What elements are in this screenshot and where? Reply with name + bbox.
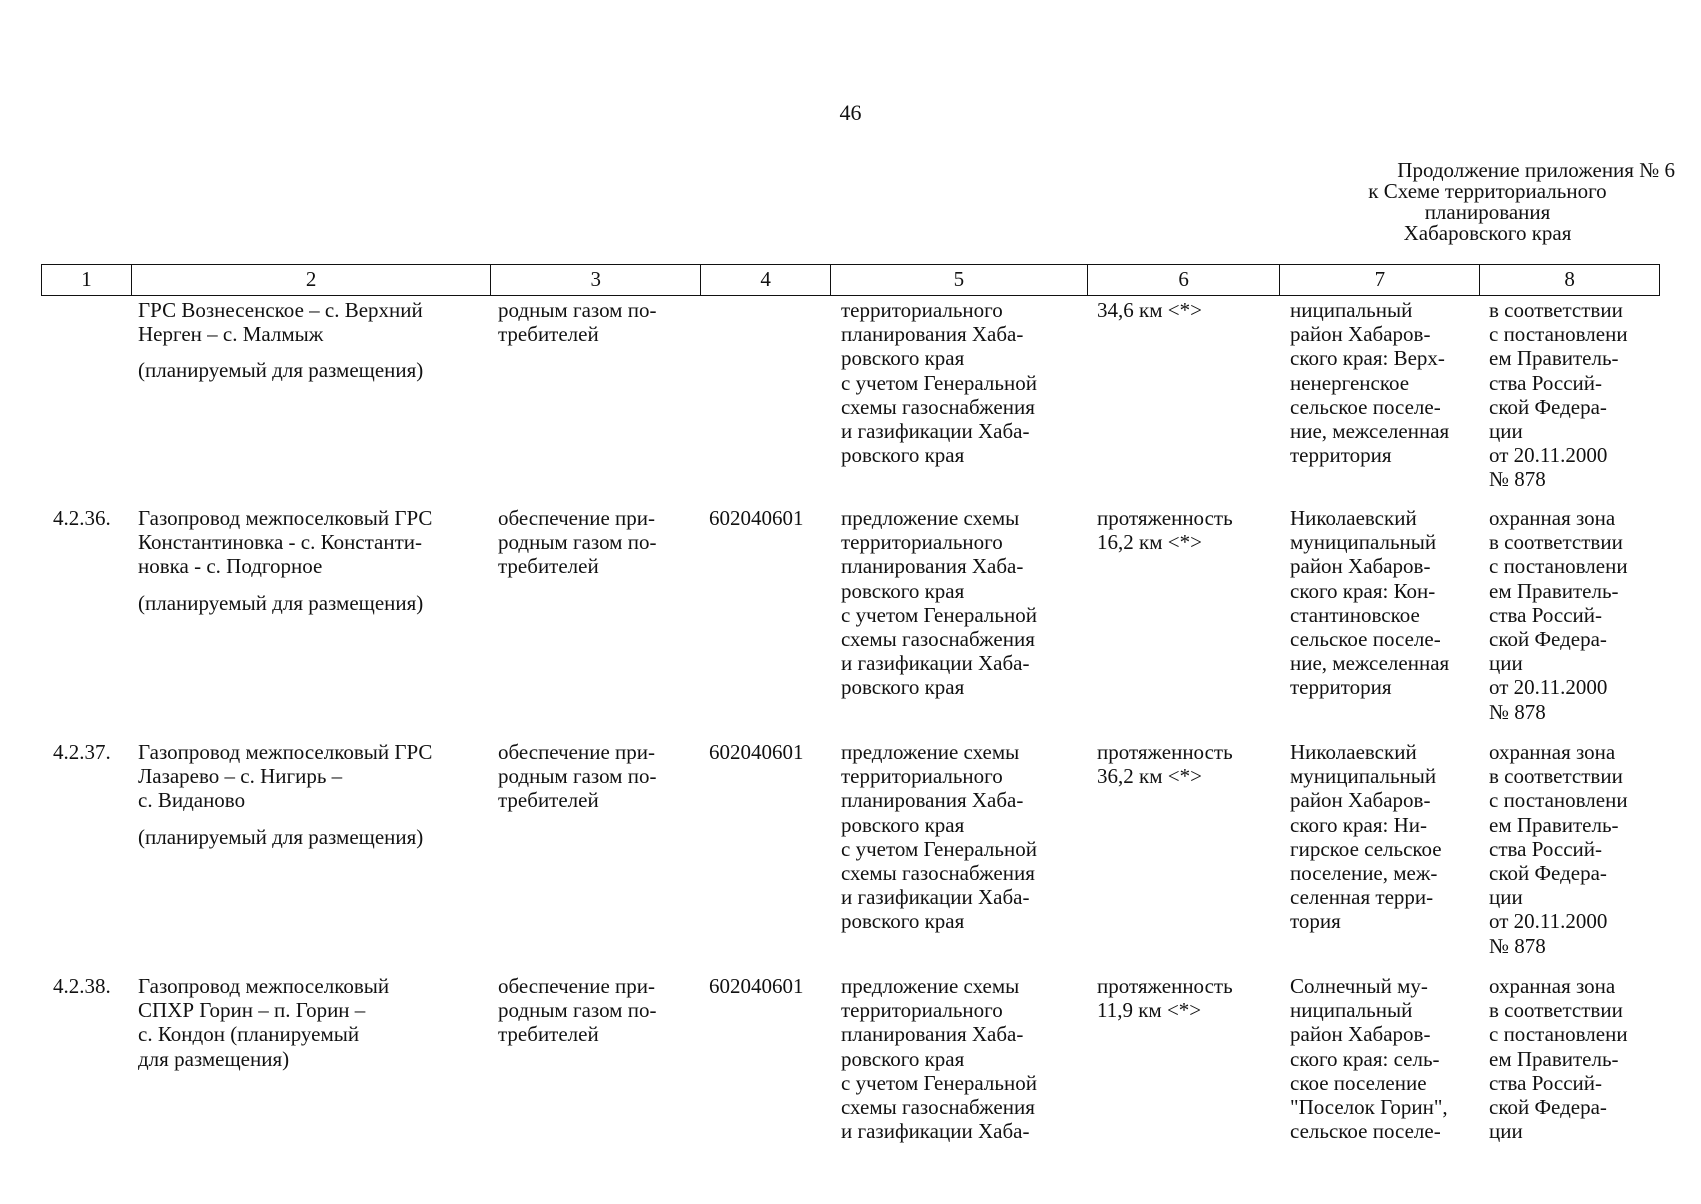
object-name-line: для размещения) [138,1046,290,1071]
header-cell-5: 5 [831,265,1088,295]
spacer [138,813,432,825]
row-number-line: 4.2.38. [53,974,111,998]
location-line: район Хабаров- [1290,788,1431,813]
location-line: стантиновское [1290,602,1420,627]
length-cell [1097,974,1233,1022]
location-line: район Хабаров- [1290,1022,1431,1047]
page-number: 46 [839,100,862,125]
protection-zone-line: в соответствии [1489,530,1623,555]
protection-zone-line: с постановлени [1489,788,1628,813]
location-line: Николаевский [1290,506,1417,530]
object-name-line: Константиновка - с. Константи- [138,530,423,555]
basis-line: ровского края [841,812,965,837]
location-line: ского края: Ни- [1290,812,1427,837]
basis-line: планирования Хаба- [841,322,1024,347]
object-name-cell [138,974,389,1071]
purpose-cell [498,298,656,346]
protection-zone-line: с постановлени [1489,554,1628,579]
location-line: ского края: Верх- [1290,346,1445,371]
object-code-line: 602040601 [709,740,804,764]
length-cell [1097,298,1202,322]
length-line: 11,9 км <*> [1097,998,1202,1023]
object-name-cell [138,298,423,383]
protection-zone-line: ции [1489,419,1523,444]
header-cell-7: 7 [1280,265,1480,295]
protection-zone-line: ем Правитель- [1489,346,1619,371]
basis-line: ровского края [841,578,965,603]
location-line: тория [1290,909,1341,934]
basis-cell [841,740,1037,934]
protection-zone-line: с постановлени [1489,322,1628,347]
protection-zone-line: ции [1489,885,1523,910]
protection-zone-cell [1489,740,1628,958]
header-cell-4: 4 [701,265,831,295]
protection-zone-line: ем Правитель- [1489,1046,1619,1071]
length-line: протяженность [1097,974,1233,998]
basis-line: ровского края [841,346,965,371]
location-line: ненергенское [1290,370,1410,395]
protection-zone-line: ства Россий- [1489,1070,1602,1095]
basis-line: территориального [841,530,1003,555]
protection-zone-line: № 878 [1489,933,1546,958]
protection-zone-line: охранная зона [1489,740,1616,764]
protection-zone-line: ем Правитель- [1489,812,1619,837]
basis-line: планирования Хаба- [841,1022,1024,1047]
basis-line: ровского края [841,1046,965,1071]
protection-zone-line: от 20.11.2000 [1489,443,1608,468]
location-line: поселение, меж- [1290,861,1438,886]
length-line: 34,6 км <*> [1097,298,1202,322]
basis-cell [841,506,1037,700]
protection-zone-line: с постановлени [1489,1022,1628,1047]
object-code-line: 602040601 [709,974,804,998]
appendix-line: Продолжение приложения № 6 [1397,158,1675,182]
basis-line: территориального [841,998,1003,1023]
location-line: муниципальный [1290,764,1437,789]
object-name-line: Газопровод межпоселковый [138,974,390,998]
basis-line: схемы газоснабжения [841,394,1035,419]
purpose-line: обеспечение при- [498,506,656,530]
protection-zone-cell [1489,974,1628,1143]
location-line: район Хабаров- [1290,322,1431,347]
basis-line: предложение схемы [841,974,1020,998]
protection-zone-line: в соответствии [1489,764,1623,789]
location-line: ского края: Кон- [1290,578,1436,603]
object-name-cell [138,506,432,615]
object-code-cell [709,506,804,530]
status-line: (планируемый для размещения) [138,358,424,383]
protection-zone-line: от 20.11.2000 [1489,909,1608,934]
protection-zone-line: ской Федера- [1489,1095,1607,1120]
location-line: гирское сельское [1290,836,1442,861]
object-name-line: Нерген – с. Малмыж [138,322,324,347]
location-line: ского края: сель- [1290,1046,1440,1071]
row-number-line: 4.2.37. [53,740,111,764]
protection-zone-line: охранная зона [1489,974,1616,998]
basis-line: предложение схемы [841,506,1020,530]
length-line: протяженность [1097,740,1233,764]
purpose-line: требителей [498,1022,599,1047]
basis-line: ровского края [841,909,965,934]
length-cell [1097,506,1233,554]
length-line: 36,2 км <*> [1097,764,1202,789]
appendix-line: к Схеме территориального [1368,179,1607,203]
protection-zone-line: ства Россий- [1489,370,1602,395]
protection-zone-line: от 20.11.2000 [1489,675,1608,700]
basis-line: предложение схемы [841,740,1020,764]
protection-zone-line: ем Правитель- [1489,578,1619,603]
spacer [138,579,432,591]
protection-zone-cell [1489,298,1628,492]
object-name-line: СПХР Горин – п. Горин – [138,998,366,1023]
object-name-line: Лазарево – с. Нигирь – [138,764,343,789]
object-name-line: Газопровод межпоселковый ГРС [138,740,433,764]
protection-zone-line: № 878 [1489,467,1546,492]
location-line: ниципальный [1290,998,1413,1023]
object-name-line: с. Кондон (планируемый [138,1022,360,1047]
protection-zone-line: № 878 [1489,699,1546,724]
appendix-line: Хабаровского края [1403,221,1572,245]
protection-zone-line: ской Федера- [1489,861,1607,886]
protection-zone-line: в соответствии [1489,998,1623,1023]
purpose-cell [498,506,656,579]
basis-line: ровского края [841,675,965,700]
basis-line: планирования Хаба- [841,554,1024,579]
basis-line: с учетом Генеральной [841,836,1037,861]
location-line: "Поселок Горин", [1290,1095,1448,1120]
basis-line: планирования Хаба- [841,788,1024,813]
basis-cell [841,298,1037,467]
protection-zone-line: ции [1489,651,1523,676]
purpose-line: родным газом по- [498,998,657,1023]
location-line: селенная терри- [1290,885,1434,910]
object-name-line: ГРС Вознесенское – с. Верхний [138,298,423,322]
basis-line: ровского края [841,443,965,468]
appendix-line: планирования [1424,200,1551,224]
basis-line: с учетом Генеральной [841,370,1037,395]
protection-zone-line: ства Россий- [1489,602,1602,627]
purpose-line: требителей [498,788,599,813]
location-cell [1290,506,1449,700]
purpose-cell [498,740,656,813]
object-code-line: 602040601 [709,506,804,530]
header-cell-3: 3 [491,265,701,295]
object-name-line: новка - с. Подгорное [138,554,323,579]
location-line: район Хабаров- [1290,554,1431,579]
location-line: ское поселение [1290,1070,1427,1095]
purpose-line: родным газом по- [498,530,657,555]
object-name-line: Газопровод межпоселковый ГРС [138,506,433,530]
length-line: протяженность [1097,506,1233,530]
location-line: Солнечный му- [1290,974,1428,998]
purpose-line: родным газом по- [498,764,657,789]
location-line: сельское поселе- [1290,627,1441,652]
basis-line: и газификации Хаба- [841,885,1030,910]
basis-line: схемы газоснабжения [841,627,1035,652]
row-number-cell [53,740,111,764]
location-line: Николаевский [1290,740,1417,764]
status-line: (планируемый для размещения) [138,590,424,615]
location-cell [1290,298,1449,467]
protection-zone-line: ской Федера- [1489,627,1607,652]
location-line: территория [1290,675,1392,700]
protection-zone-line: охранная зона [1489,506,1616,530]
row-number-cell [53,506,111,530]
row-number-cell [53,974,111,998]
purpose-line: требителей [498,322,599,347]
location-line: сельское поселе- [1290,1119,1441,1144]
location-line: ниципальный [1290,298,1413,322]
purpose-cell [498,974,656,1047]
basis-line: территориального [841,764,1003,789]
basis-line: территориального [841,298,1003,322]
basis-line: с учетом Генеральной [841,602,1037,627]
appendix-caption [1300,160,1675,244]
protection-zone-line: ской Федера- [1489,394,1607,419]
location-line: ние, межселенная [1290,651,1450,676]
basis-line: и газификации Хаба- [841,419,1030,444]
header-cell-1: 1 [42,265,132,295]
purpose-line: обеспечение при- [498,974,656,998]
spacer [138,346,423,358]
object-code-cell [709,740,804,764]
table-header [41,264,1660,296]
basis-cell [841,974,1037,1143]
location-line: сельское поселе- [1290,394,1441,419]
location-line: территория [1290,443,1392,468]
location-line: муниципальный [1290,530,1437,555]
purpose-line: обеспечение при- [498,740,656,764]
header-cell-8: 8 [1564,267,1575,291]
purpose-line: требителей [498,554,599,579]
location-cell [1290,974,1448,1143]
object-name-cell [138,740,432,849]
header-cell-2: 2 [132,265,492,295]
basis-line: схемы газоснабжения [841,861,1035,886]
length-cell [1097,740,1233,788]
basis-line: и газификации Хаба- [841,651,1030,676]
status-line: (планируемый для размещения) [138,824,424,849]
basis-line: и газификации Хаба- [841,1119,1030,1144]
row-number-line: 4.2.36. [53,506,111,530]
object-code-cell [709,974,804,998]
basis-line: схемы газоснабжения [841,1095,1035,1120]
protection-zone-line: в соответствии [1489,298,1623,322]
object-name-line: с. Виданово [138,788,246,813]
basis-line: с учетом Генеральной [841,1070,1037,1095]
header-cell-6: 6 [1088,265,1281,295]
length-line: 16,2 км <*> [1097,530,1202,555]
purpose-line: родным газом по- [498,298,657,322]
protection-zone-cell [1489,506,1628,724]
protection-zone-line: ства Россий- [1489,836,1602,861]
location-cell [1290,740,1442,934]
location-line: ние, межселенная [1290,419,1450,444]
protection-zone-line: ции [1489,1119,1523,1144]
